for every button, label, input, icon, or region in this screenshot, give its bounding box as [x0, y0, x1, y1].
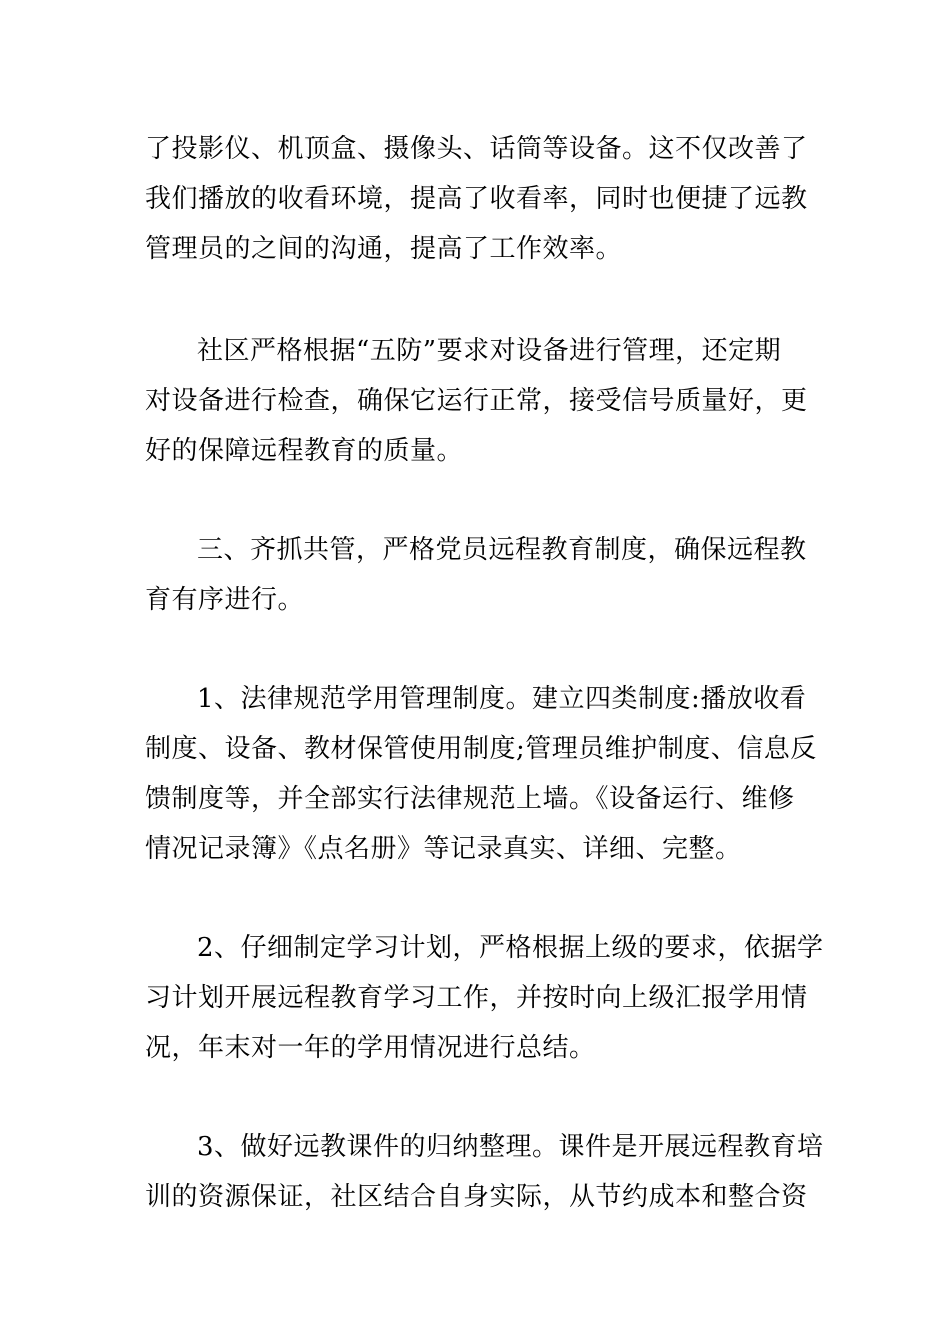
text-line: 训的资源保证，社区结合自身实际，从节约成本和整合资 — [145, 1182, 808, 1212]
text-line: 情况记录簿》《点名册》等记录真实、详细、完整。 — [145, 834, 742, 864]
text-line: 3、做好远教课件的归纳整理。课件是开展远程教育培 — [197, 1132, 824, 1162]
text-line: 我们播放的收看环境，提高了收看率，同时也便捷了远教 — [145, 184, 808, 214]
text-line: 管理员的之间的沟通，提高了工作效率。 — [145, 234, 623, 264]
text-line: 对设备进行检查，确保它运行正常，接受信号质量好，更 — [145, 386, 808, 416]
paragraph-equipment-benefits — [145, 124, 810, 274]
text-line: 况，年末对一年的学用情况进行总结。 — [145, 1033, 596, 1063]
text-line: 好的保障远程教育的质量。 — [145, 436, 464, 466]
text-line: 制度、设备、教材保管使用制度;管理员维护制度、信息反 — [145, 734, 817, 764]
paragraph-item-three — [145, 1122, 824, 1222]
paragraph-item-two — [145, 923, 824, 1073]
text-line: 三、齐抓共管，严格党员远程教育制度，确保远程教 — [197, 535, 807, 565]
paragraph-section-three-heading — [145, 525, 810, 625]
text-line: 2、仔细制定学习计划，严格根据上级的要求，依据学 — [197, 933, 824, 963]
text-line: 1、法律规范学用管理制度。建立四类制度:播放收看 — [197, 684, 807, 714]
text-line: 社区严格根据“五防”要求对设备进行管理，还定期 — [197, 336, 782, 366]
text-line: 了投影仪、机顶盒、摄像头、话筒等设备。这不仅改善了 — [145, 134, 808, 164]
text-line: 馈制度等，并全部实行法律规范上墙。《设备运行、维修 — [145, 784, 795, 814]
text-line: 习计划开展远程教育学习工作，并按时向上级汇报学用情 — [145, 983, 808, 1013]
text-line: 育有序进行。 — [145, 585, 305, 615]
paragraph-item-one — [145, 674, 817, 874]
paragraph-five-protections — [145, 326, 810, 476]
